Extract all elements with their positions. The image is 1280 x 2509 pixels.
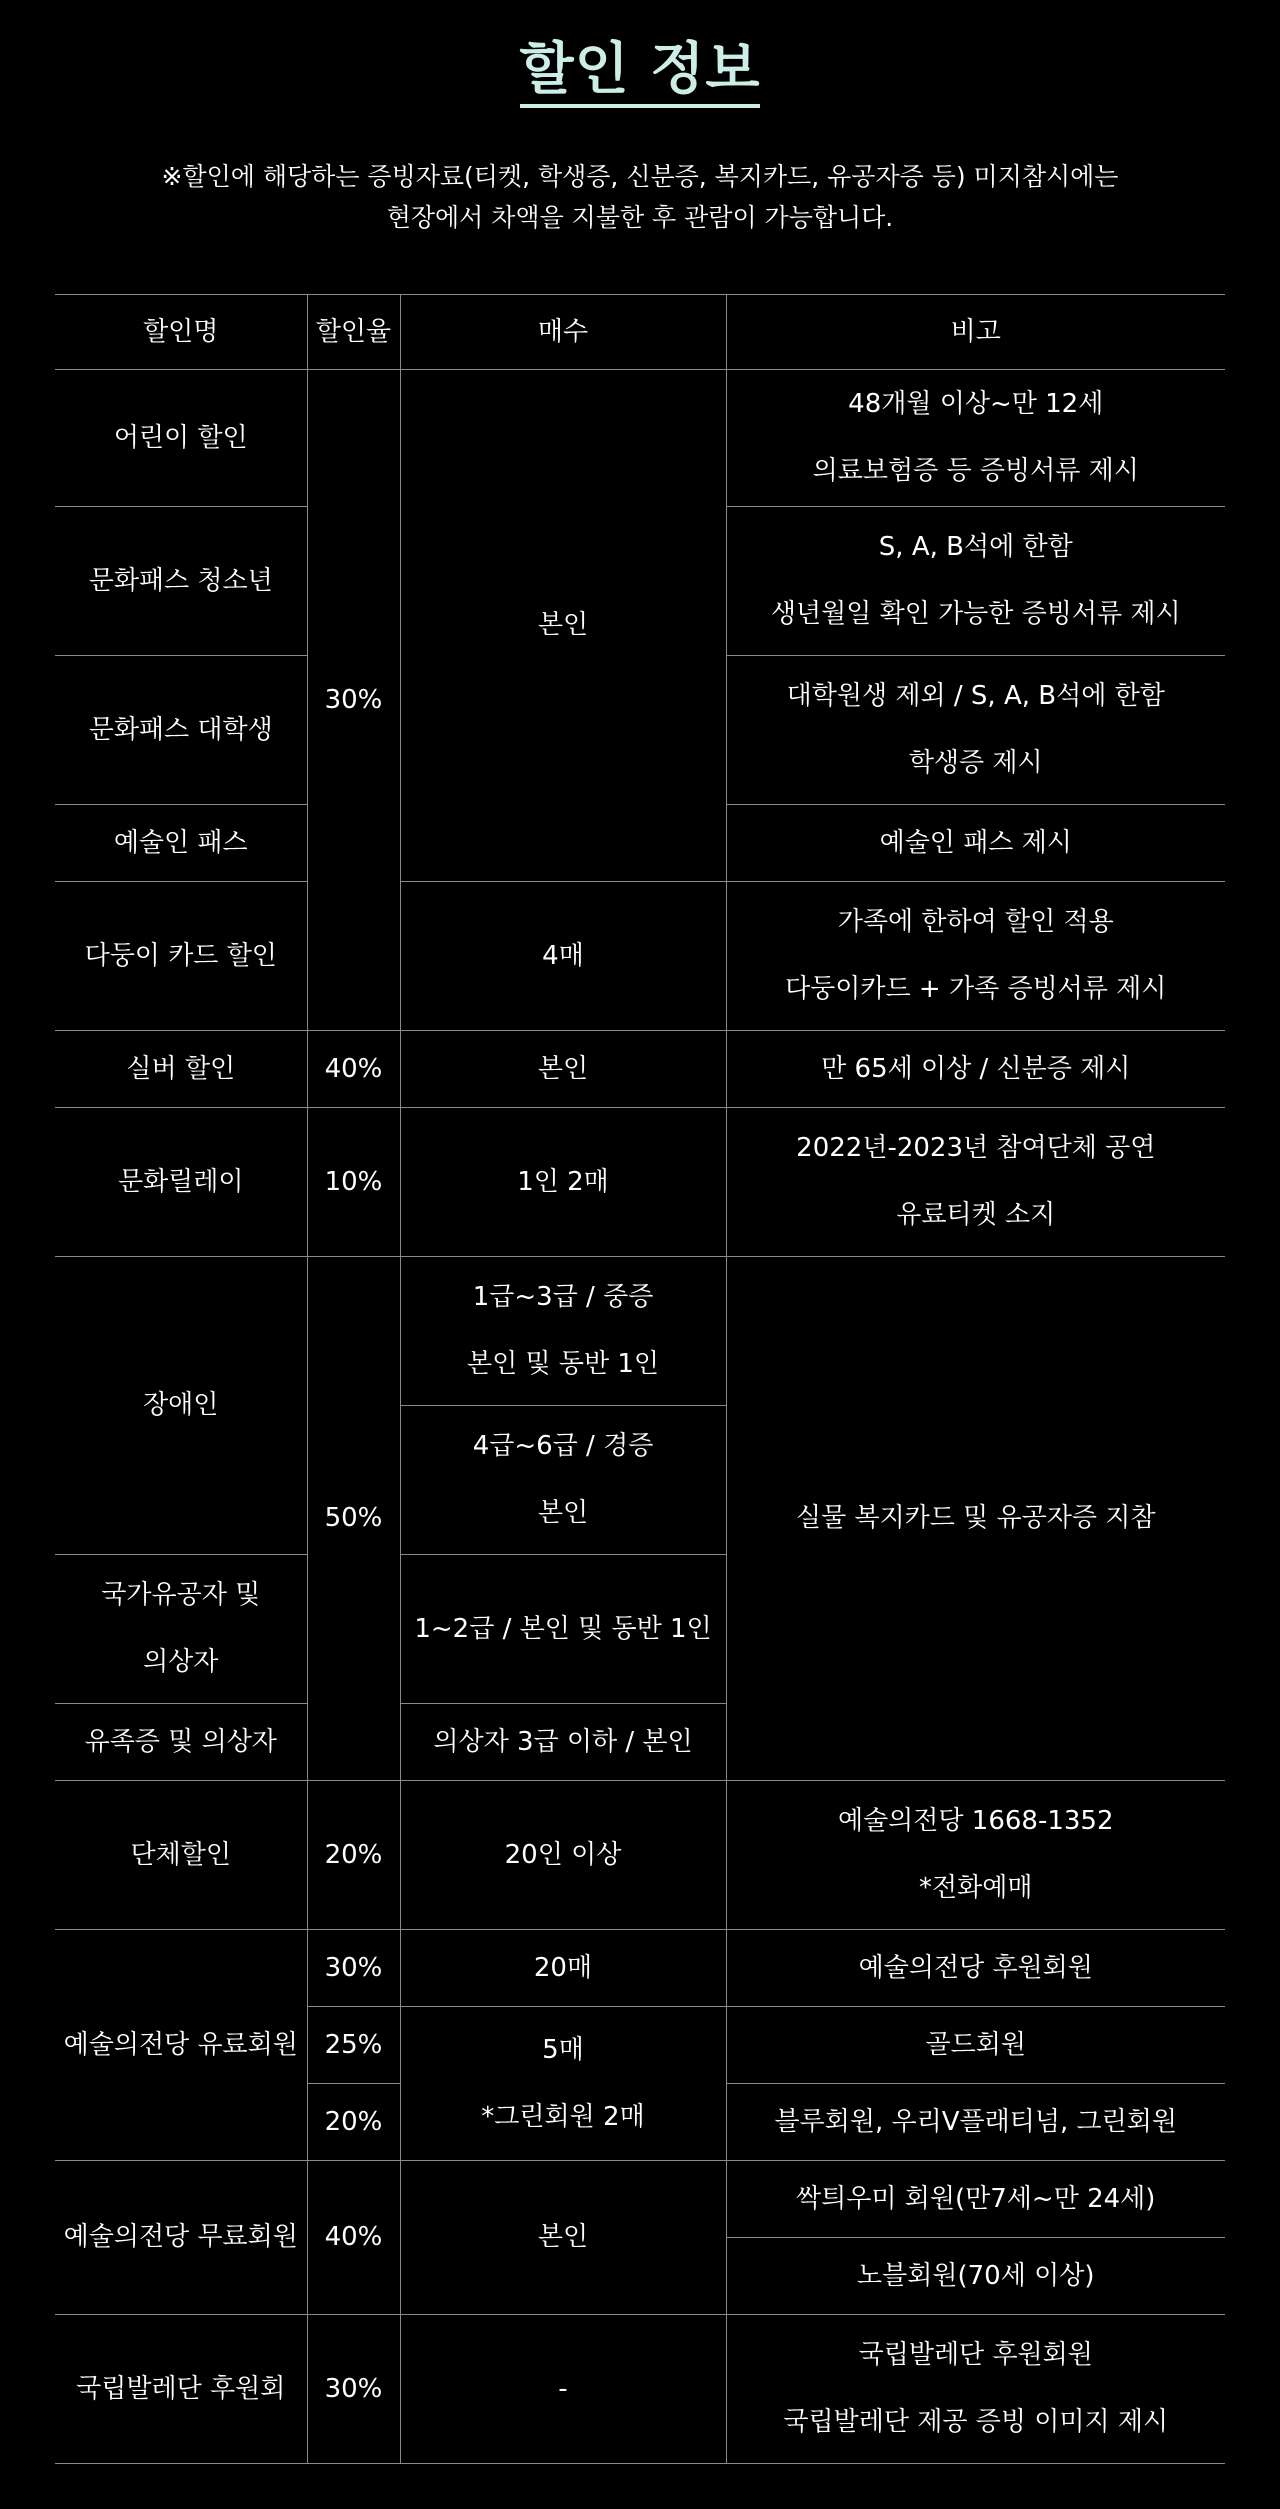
note-line: 생년월일 확인 가능한 증빙서류 제시 <box>770 599 1181 629</box>
page-title: 할인 정보 <box>520 38 761 108</box>
table-row <box>55 1930 1225 2007</box>
row-name: 어린이 할인 <box>55 370 307 507</box>
note-line: 유료티켓 소지 <box>896 1200 1056 1230</box>
row-note <box>726 1108 1225 1257</box>
name-line: 국가유공자 및 <box>101 1580 261 1610</box>
row-count: 의상자 3급 이하 / 본인 <box>400 1704 726 1781</box>
row-count <box>400 1406 726 1555</box>
notice-line-2: 현장에서 차액을 지불한 후 관람이 가능합니다. <box>386 203 894 232</box>
row-count <box>400 1257 726 1406</box>
table-row <box>55 1031 1225 1108</box>
table-row <box>55 370 1225 507</box>
note-line: 2022년-2023년 참여단체 공연 <box>796 1133 1156 1163</box>
note-line: *전화예매 <box>919 1873 1033 1903</box>
row-name: 예술의전당 유료회원 <box>55 1930 307 2161</box>
row-name: 예술의전당 무료회원 <box>55 2161 307 2315</box>
count-line: 5매 <box>542 2034 584 2065</box>
row-name: 문화릴레이 <box>55 1108 307 1257</box>
note-line: S, A, B석에 한함 <box>878 532 1073 562</box>
row-count: 20인 이상 <box>400 1781 726 1930</box>
table-row <box>55 2315 1225 2464</box>
row-count <box>400 2007 726 2161</box>
row-rate: 50% <box>307 1257 400 1781</box>
row-count: - <box>400 2315 726 2464</box>
note-line: 국립발레단 후원회원 <box>858 2340 1093 2370</box>
table-row <box>55 1108 1225 1257</box>
row-rate: 20% <box>307 1781 400 1930</box>
row-rate: 30% <box>307 370 400 1031</box>
notice-line-1: ※할인에 해당하는 증빙자료(티켓, 학생증, 신분증, 복지카드, 유공자증 등) 미지참시에는 <box>161 162 1119 191</box>
note-line: 예술의전당 1668-1352 <box>837 1806 1114 1836</box>
table-row <box>55 882 1225 1031</box>
title-wrap <box>0 38 1280 108</box>
row-rate: 10% <box>307 1108 400 1257</box>
row-name: 문화패스 청소년 <box>55 507 307 656</box>
row-note: 노블회원(70세 이상) <box>726 2238 1225 2315</box>
row-name: 국립발레단 후원회 <box>55 2315 307 2464</box>
row-note <box>726 507 1225 656</box>
row-count: 본인 <box>400 370 726 882</box>
header-count: 매수 <box>400 295 726 370</box>
row-note <box>726 370 1225 507</box>
row-count: 1인 2매 <box>400 1108 726 1257</box>
count-line: *그린회원 2매 <box>481 2101 645 2132</box>
row-name: 실버 할인 <box>55 1031 307 1108</box>
table-header-row <box>55 295 1225 370</box>
row-rate: 30% <box>307 1930 400 2007</box>
count-line: 본인 및 동반 1인 <box>466 1349 660 1379</box>
row-note: 예술의전당 후원회원 <box>726 1930 1225 2007</box>
row-rate: 40% <box>307 1031 400 1108</box>
note-line: 학생증 제시 <box>908 748 1043 778</box>
discount-table <box>55 294 1225 2464</box>
header-note: 비고 <box>726 295 1225 370</box>
row-name: 단체할인 <box>55 1781 307 1930</box>
row-note <box>726 1781 1225 1930</box>
row-note: 만 65세 이상 / 신분증 제시 <box>726 1031 1225 1108</box>
row-rate: 25% <box>307 2007 400 2084</box>
note-line: 다둥이카드 + 가족 증빙서류 제시 <box>785 974 1167 1004</box>
row-note: 블루회원, 우리V플래티넘, 그린회원 <box>726 2084 1225 2161</box>
row-note: 싹틔우미 회원(만7세~만 24세) <box>726 2161 1225 2238</box>
header-rate: 할인율 <box>307 295 400 370</box>
header-name: 할인명 <box>55 295 307 370</box>
note-line: 48개월 이상~만 12세 <box>848 389 1104 419</box>
row-count: 본인 <box>400 1031 726 1108</box>
row-name: 유족증 및 의상자 <box>55 1704 307 1781</box>
table-row <box>55 1781 1225 1930</box>
count-line: 4급~6급 / 경증 <box>472 1431 654 1461</box>
row-note: 실물 복지카드 및 유공자증 지참 <box>726 1257 1225 1781</box>
table-row <box>55 2161 1225 2238</box>
row-note <box>726 656 1225 805</box>
note-line: 국립발레단 제공 증빙 이미지 제시 <box>783 2407 1169 2437</box>
row-count: 1~2급 / 본인 및 동반 1인 <box>400 1555 726 1704</box>
row-name <box>55 1555 307 1704</box>
row-name: 장애인 <box>55 1257 307 1555</box>
notice <box>0 156 1280 238</box>
row-count: 20매 <box>400 1930 726 2007</box>
count-line: 1급~3급 / 중증 <box>472 1282 654 1312</box>
name-line: 의상자 <box>143 1647 219 1677</box>
row-count: 4매 <box>400 882 726 1031</box>
note-line: 의료보험증 등 증빙서류 제시 <box>812 456 1139 486</box>
row-note: 골드회원 <box>726 2007 1225 2084</box>
row-note <box>726 882 1225 1031</box>
row-name: 다둥이 카드 할인 <box>55 882 307 1031</box>
row-name: 예술인 패스 <box>55 805 307 882</box>
row-note <box>726 2315 1225 2464</box>
note-line: 대학원생 제외 / S, A, B석에 한함 <box>786 681 1165 711</box>
row-rate: 20% <box>307 2084 400 2161</box>
table-row <box>55 1257 1225 1406</box>
row-rate: 40% <box>307 2161 400 2315</box>
row-rate: 30% <box>307 2315 400 2464</box>
row-note: 예술인 패스 제시 <box>726 805 1225 882</box>
count-line: 본인 <box>537 1498 589 1528</box>
row-count: 본인 <box>400 2161 726 2315</box>
note-line: 가족에 한하여 할인 적용 <box>837 907 1114 937</box>
row-name: 문화패스 대학생 <box>55 656 307 805</box>
